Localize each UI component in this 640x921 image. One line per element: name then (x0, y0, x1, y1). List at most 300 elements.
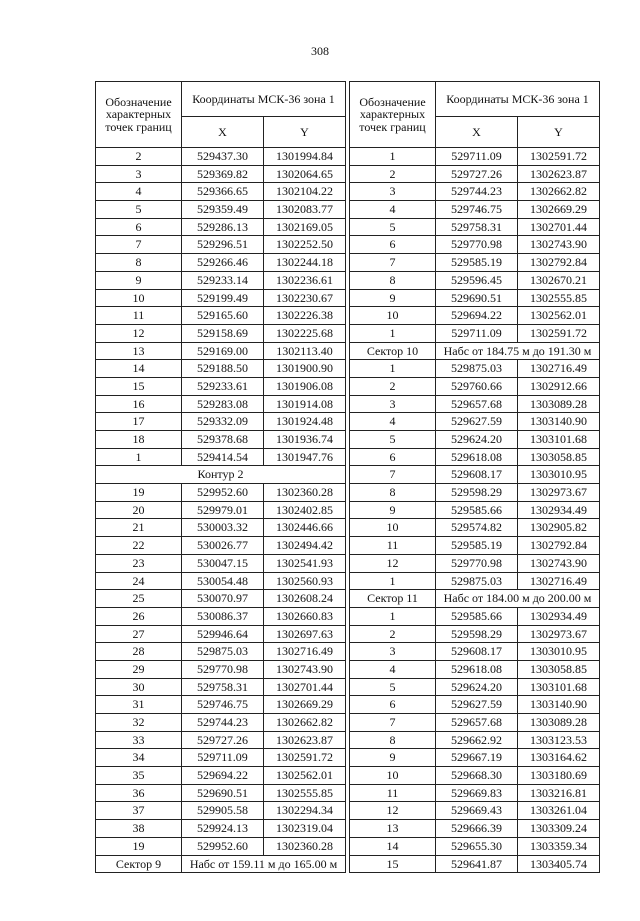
coord-x: 529905.58 (182, 802, 264, 820)
point-id: 1 (350, 360, 436, 378)
point-id: 7 (96, 236, 182, 254)
table-row (96, 360, 346, 378)
point-id: 9 (96, 271, 182, 289)
coord-x: 529711.09 (436, 324, 518, 342)
sector-range: Набс от 184.75 м до 191.30 м (436, 342, 600, 360)
header-x: X (436, 117, 518, 148)
coord-y: 1302669.29 (518, 201, 600, 219)
coord-x: 529770.98 (436, 554, 518, 572)
table-row (96, 342, 346, 360)
coord-y: 1302591.72 (264, 749, 346, 767)
point-id: 27 (96, 625, 182, 643)
coord-y: 1302973.67 (518, 484, 600, 502)
point-id: 36 (96, 784, 182, 802)
point-id: 19 (96, 484, 182, 502)
coord-x: 529655.30 (436, 837, 518, 855)
coord-x: 529657.68 (436, 714, 518, 732)
point-id: 32 (96, 714, 182, 732)
header-coordinates: Координаты МСК-36 зона 1 (182, 82, 346, 117)
point-id: 10 (350, 519, 436, 537)
table-row (350, 466, 600, 484)
coord-y: 1302662.82 (518, 183, 600, 201)
coord-x: 529711.09 (182, 749, 264, 767)
coord-y: 1302623.87 (518, 165, 600, 183)
table-row (350, 377, 600, 395)
coord-y: 1302792.84 (518, 537, 600, 555)
table-row (96, 802, 346, 820)
table-row (96, 537, 346, 555)
coord-x: 529758.31 (182, 678, 264, 696)
table-row (350, 395, 600, 413)
point-id: 37 (96, 802, 182, 820)
coord-x: 529668.30 (436, 767, 518, 785)
table-row (350, 696, 600, 714)
header-point-label: Обозначение характерных точек границ (96, 82, 182, 148)
table-row (96, 749, 346, 767)
table-row (350, 714, 600, 732)
coord-x: 529641.87 (436, 855, 518, 873)
coord-y: 1302446.66 (264, 519, 346, 537)
coord-x: 529199.49 (182, 289, 264, 307)
table-row (350, 678, 600, 696)
coord-y: 1303164.62 (518, 749, 600, 767)
header-coordinates: Координаты МСК-36 зона 1 (436, 82, 600, 117)
point-id: 11 (350, 537, 436, 555)
sector-name: Сектор 10 (350, 342, 436, 360)
table-row (96, 660, 346, 678)
point-id: 8 (350, 271, 436, 289)
table-row (350, 165, 600, 183)
point-id: 8 (96, 254, 182, 272)
coord-y: 1302064.65 (264, 165, 346, 183)
header-x: X (182, 117, 264, 148)
point-id: 19 (96, 837, 182, 855)
coord-y: 1302360.28 (264, 837, 346, 855)
table-row (350, 855, 600, 873)
point-id: 2 (350, 625, 436, 643)
coord-y: 1302716.49 (264, 643, 346, 661)
coord-x: 530003.32 (182, 519, 264, 537)
table-row (96, 643, 346, 661)
table-row (350, 236, 600, 254)
table-row (350, 289, 600, 307)
point-id: 14 (350, 837, 436, 855)
table-row (96, 165, 346, 183)
coord-x: 529585.66 (436, 607, 518, 625)
table-row (350, 183, 600, 201)
point-id: 1 (350, 324, 436, 342)
point-id: 4 (350, 413, 436, 431)
point-id: 9 (350, 501, 436, 519)
table-row (96, 218, 346, 236)
point-id: 22 (96, 537, 182, 555)
coord-x: 529618.08 (436, 448, 518, 466)
coord-x: 529266.46 (182, 254, 264, 272)
coord-x: 529711.09 (436, 148, 518, 166)
coord-y: 1302743.90 (518, 554, 600, 572)
coord-x: 529624.20 (436, 678, 518, 696)
point-id: 33 (96, 731, 182, 749)
point-id: 12 (96, 324, 182, 342)
coord-x: 530047.15 (182, 554, 264, 572)
point-id: 2 (96, 148, 182, 166)
coord-x: 530054.48 (182, 572, 264, 590)
coord-y: 1303405.74 (518, 855, 600, 873)
table-row (350, 802, 600, 820)
table-row (350, 837, 600, 855)
table-row (96, 572, 346, 590)
point-id: 3 (350, 395, 436, 413)
table-row (96, 554, 346, 572)
table-row (350, 431, 600, 449)
point-id: 13 (96, 342, 182, 360)
coord-x: 529585.19 (436, 537, 518, 555)
table-row (350, 554, 600, 572)
point-id: 30 (96, 678, 182, 696)
coord-y: 1302360.28 (264, 484, 346, 502)
point-id: 3 (350, 183, 436, 201)
coord-x: 529924.13 (182, 820, 264, 838)
coord-x: 529770.98 (182, 660, 264, 678)
coord-x: 529286.13 (182, 218, 264, 236)
coordinates-table-right (349, 81, 600, 873)
table-row (96, 590, 346, 608)
coord-x: 529158.69 (182, 324, 264, 342)
table-row (96, 784, 346, 802)
table-row (350, 537, 600, 555)
point-id: 29 (96, 660, 182, 678)
table-row (350, 660, 600, 678)
table-row (350, 271, 600, 289)
point-id: 6 (96, 218, 182, 236)
coord-x: 529414.54 (182, 448, 264, 466)
coord-x: 529233.14 (182, 271, 264, 289)
coord-x: 529727.26 (182, 731, 264, 749)
coord-x: 529946.64 (182, 625, 264, 643)
coord-x: 529378.68 (182, 431, 264, 449)
table-row (96, 413, 346, 431)
coord-y: 1302083.77 (264, 201, 346, 219)
coord-y: 1302244.18 (264, 254, 346, 272)
coord-x: 529585.66 (436, 501, 518, 519)
header-point-label: Обозначение характерных точек границ (350, 82, 436, 148)
point-id: 28 (96, 643, 182, 661)
coord-y: 1303359.34 (518, 837, 600, 855)
coord-y: 1302934.49 (518, 501, 600, 519)
table-row (96, 289, 346, 307)
table-row (96, 183, 346, 201)
table-row (96, 731, 346, 749)
point-id: 21 (96, 519, 182, 537)
table-body-right (350, 148, 600, 873)
coord-y: 1303123.53 (518, 731, 600, 749)
header-y: Y (264, 117, 346, 148)
coord-y: 1302623.87 (264, 731, 346, 749)
coord-x: 529694.22 (182, 767, 264, 785)
coord-y: 1302562.01 (264, 767, 346, 785)
coord-y: 1303180.69 (518, 767, 600, 785)
table-row (350, 607, 600, 625)
table-row (96, 271, 346, 289)
coord-y: 1303140.90 (518, 413, 600, 431)
point-id: 14 (96, 360, 182, 378)
header-y: Y (518, 117, 600, 148)
page-number: 308 (311, 44, 329, 58)
point-id: 15 (350, 855, 436, 873)
point-id: 8 (350, 731, 436, 749)
table-row (96, 254, 346, 272)
point-id: 10 (350, 767, 436, 785)
table-row (350, 731, 600, 749)
coord-x: 529760.66 (436, 377, 518, 395)
sector-range: Набс от 159.11 м до 165.00 м (182, 855, 346, 873)
coord-y: 1302319.04 (264, 820, 346, 838)
table-row (96, 148, 346, 166)
table-body-left (96, 148, 346, 873)
table-row (350, 749, 600, 767)
table-row (350, 501, 600, 519)
point-id: 4 (350, 660, 436, 678)
coord-x: 530070.97 (182, 590, 264, 608)
coord-x: 529746.75 (182, 696, 264, 714)
coord-y: 1302591.72 (518, 148, 600, 166)
table-row (350, 784, 600, 802)
coord-x: 529746.75 (436, 201, 518, 219)
sector-range: Набс от 184.00 м до 200.00 м (436, 590, 600, 608)
coord-x: 529608.17 (436, 466, 518, 484)
coord-y: 1301914.08 (264, 395, 346, 413)
table-row (96, 714, 346, 732)
coord-x: 529694.22 (436, 307, 518, 325)
table-row (350, 218, 600, 236)
coord-x: 529875.03 (436, 572, 518, 590)
table-row (350, 484, 600, 502)
coord-x: 529437.30 (182, 148, 264, 166)
coord-y: 1302660.83 (264, 607, 346, 625)
point-id: 11 (96, 307, 182, 325)
point-id: 26 (96, 607, 182, 625)
coord-y: 1303089.28 (518, 714, 600, 732)
table-row (96, 625, 346, 643)
coord-y: 1302792.84 (518, 254, 600, 272)
point-id: 8 (350, 484, 436, 502)
coord-x: 529596.45 (436, 271, 518, 289)
point-id: 1 (96, 448, 182, 466)
section-label: Контур 2 (96, 466, 346, 484)
coord-x: 530026.77 (182, 537, 264, 555)
coord-y: 1302236.61 (264, 271, 346, 289)
coord-x: 529667.19 (436, 749, 518, 767)
coord-x: 529608.17 (436, 643, 518, 661)
table-row (96, 201, 346, 219)
table-row (96, 607, 346, 625)
coord-y: 1301947.76 (264, 448, 346, 466)
coord-y: 1303058.85 (518, 448, 600, 466)
coord-x: 529169.00 (182, 342, 264, 360)
point-id: 25 (96, 590, 182, 608)
table-row (350, 572, 600, 590)
coord-y: 1303058.85 (518, 660, 600, 678)
table-row (96, 395, 346, 413)
coord-x: 529758.31 (436, 218, 518, 236)
point-id: 5 (350, 678, 436, 696)
coord-x: 529585.19 (436, 254, 518, 272)
table-row (350, 324, 600, 342)
point-id: 35 (96, 767, 182, 785)
coord-x: 529598.29 (436, 484, 518, 502)
coord-x: 529296.51 (182, 236, 264, 254)
coord-x: 529165.60 (182, 307, 264, 325)
table-row (350, 625, 600, 643)
table-row (96, 448, 346, 466)
coord-x: 529624.20 (436, 431, 518, 449)
coord-y: 1302104.22 (264, 183, 346, 201)
coord-x: 529627.59 (436, 413, 518, 431)
point-id: 5 (350, 431, 436, 449)
coord-x: 529770.98 (436, 236, 518, 254)
point-id: 38 (96, 820, 182, 838)
table-row (96, 767, 346, 785)
point-id: 12 (350, 554, 436, 572)
coord-y: 1302494.42 (264, 537, 346, 555)
coord-x: 529690.51 (436, 289, 518, 307)
coord-y: 1303089.28 (518, 395, 600, 413)
coord-y: 1302555.85 (518, 289, 600, 307)
point-id: 12 (350, 802, 436, 820)
table-row (96, 377, 346, 395)
coord-x: 529188.50 (182, 360, 264, 378)
coord-y: 1303101.68 (518, 678, 600, 696)
point-id: 7 (350, 254, 436, 272)
table-row (350, 201, 600, 219)
coord-x: 529669.43 (436, 802, 518, 820)
coord-x: 529233.61 (182, 377, 264, 395)
point-id: 3 (96, 165, 182, 183)
point-id: 7 (350, 466, 436, 484)
coord-y: 1302912.66 (518, 377, 600, 395)
point-id: 20 (96, 501, 182, 519)
table-row (96, 307, 346, 325)
coord-x: 529744.23 (436, 183, 518, 201)
coord-y: 1302113.40 (264, 342, 346, 360)
coord-y: 1301924.48 (264, 413, 346, 431)
coord-y: 1302973.67 (518, 625, 600, 643)
coord-x: 529952.60 (182, 484, 264, 502)
point-id: 15 (96, 377, 182, 395)
coord-y: 1303010.95 (518, 643, 600, 661)
point-id: 9 (350, 289, 436, 307)
coord-x: 529618.08 (436, 660, 518, 678)
table-row (96, 519, 346, 537)
coord-x: 530086.37 (182, 607, 264, 625)
table-row (96, 820, 346, 838)
coord-x: 529669.83 (436, 784, 518, 802)
coord-y: 1301906.08 (264, 377, 346, 395)
table-row (350, 767, 600, 785)
coord-y: 1303010.95 (518, 466, 600, 484)
coord-y: 1302225.68 (264, 324, 346, 342)
point-id: 1 (350, 148, 436, 166)
coord-y: 1302701.44 (264, 678, 346, 696)
point-id: 7 (350, 714, 436, 732)
coord-x: 529369.82 (182, 165, 264, 183)
point-id: 24 (96, 572, 182, 590)
table-row (350, 360, 600, 378)
coord-y: 1301900.90 (264, 360, 346, 378)
point-id: 10 (96, 289, 182, 307)
point-id: 2 (350, 377, 436, 395)
table-row (96, 236, 346, 254)
coord-y: 1303216.81 (518, 784, 600, 802)
coord-x: 529598.29 (436, 625, 518, 643)
coord-y: 1302743.90 (518, 236, 600, 254)
table-row (96, 837, 346, 855)
point-id: 18 (96, 431, 182, 449)
coord-x: 529662.92 (436, 731, 518, 749)
point-id: 6 (350, 236, 436, 254)
table-row (350, 307, 600, 325)
coord-y: 1302697.63 (264, 625, 346, 643)
coord-y: 1302226.38 (264, 307, 346, 325)
coord-y: 1302541.93 (264, 554, 346, 572)
coord-y: 1302905.82 (518, 519, 600, 537)
point-id: 11 (350, 784, 436, 802)
point-id: 4 (350, 201, 436, 219)
point-id: 4 (96, 183, 182, 201)
point-id: 10 (350, 307, 436, 325)
section-row (96, 466, 346, 484)
coord-x: 529332.09 (182, 413, 264, 431)
coord-y: 1302169.05 (264, 218, 346, 236)
point-id: 16 (96, 395, 182, 413)
table-row (96, 678, 346, 696)
point-id: 1 (350, 572, 436, 590)
coord-y: 1302294.34 (264, 802, 346, 820)
coord-x: 529359.49 (182, 201, 264, 219)
point-id: 9 (350, 749, 436, 767)
table-row (96, 431, 346, 449)
point-id: 1 (350, 607, 436, 625)
coord-y: 1302591.72 (518, 324, 600, 342)
point-id: 5 (350, 218, 436, 236)
coord-y: 1302230.67 (264, 289, 346, 307)
table-row (350, 448, 600, 466)
point-id: 6 (350, 696, 436, 714)
coord-x: 529657.68 (436, 395, 518, 413)
point-id: 5 (96, 201, 182, 219)
coord-x: 529727.26 (436, 165, 518, 183)
coord-y: 1302662.82 (264, 714, 346, 732)
table-row (96, 696, 346, 714)
coord-y: 1301936.74 (264, 431, 346, 449)
coord-x: 529366.65 (182, 183, 264, 201)
coord-y: 1302608.24 (264, 590, 346, 608)
coord-y: 1302716.49 (518, 360, 600, 378)
table-row (96, 501, 346, 519)
coord-y: 1303309.24 (518, 820, 600, 838)
sector-name: Сектор 11 (350, 590, 436, 608)
coord-y: 1302252.50 (264, 236, 346, 254)
point-id: 31 (96, 696, 182, 714)
table-row (350, 148, 600, 166)
coord-y: 1302562.01 (518, 307, 600, 325)
coord-y: 1303140.90 (518, 696, 600, 714)
coord-y: 1302716.49 (518, 572, 600, 590)
coord-y: 1302701.44 (518, 218, 600, 236)
coord-x: 529744.23 (182, 714, 264, 732)
point-id: 6 (350, 448, 436, 466)
sector-name: Сектор 9 (96, 855, 182, 873)
